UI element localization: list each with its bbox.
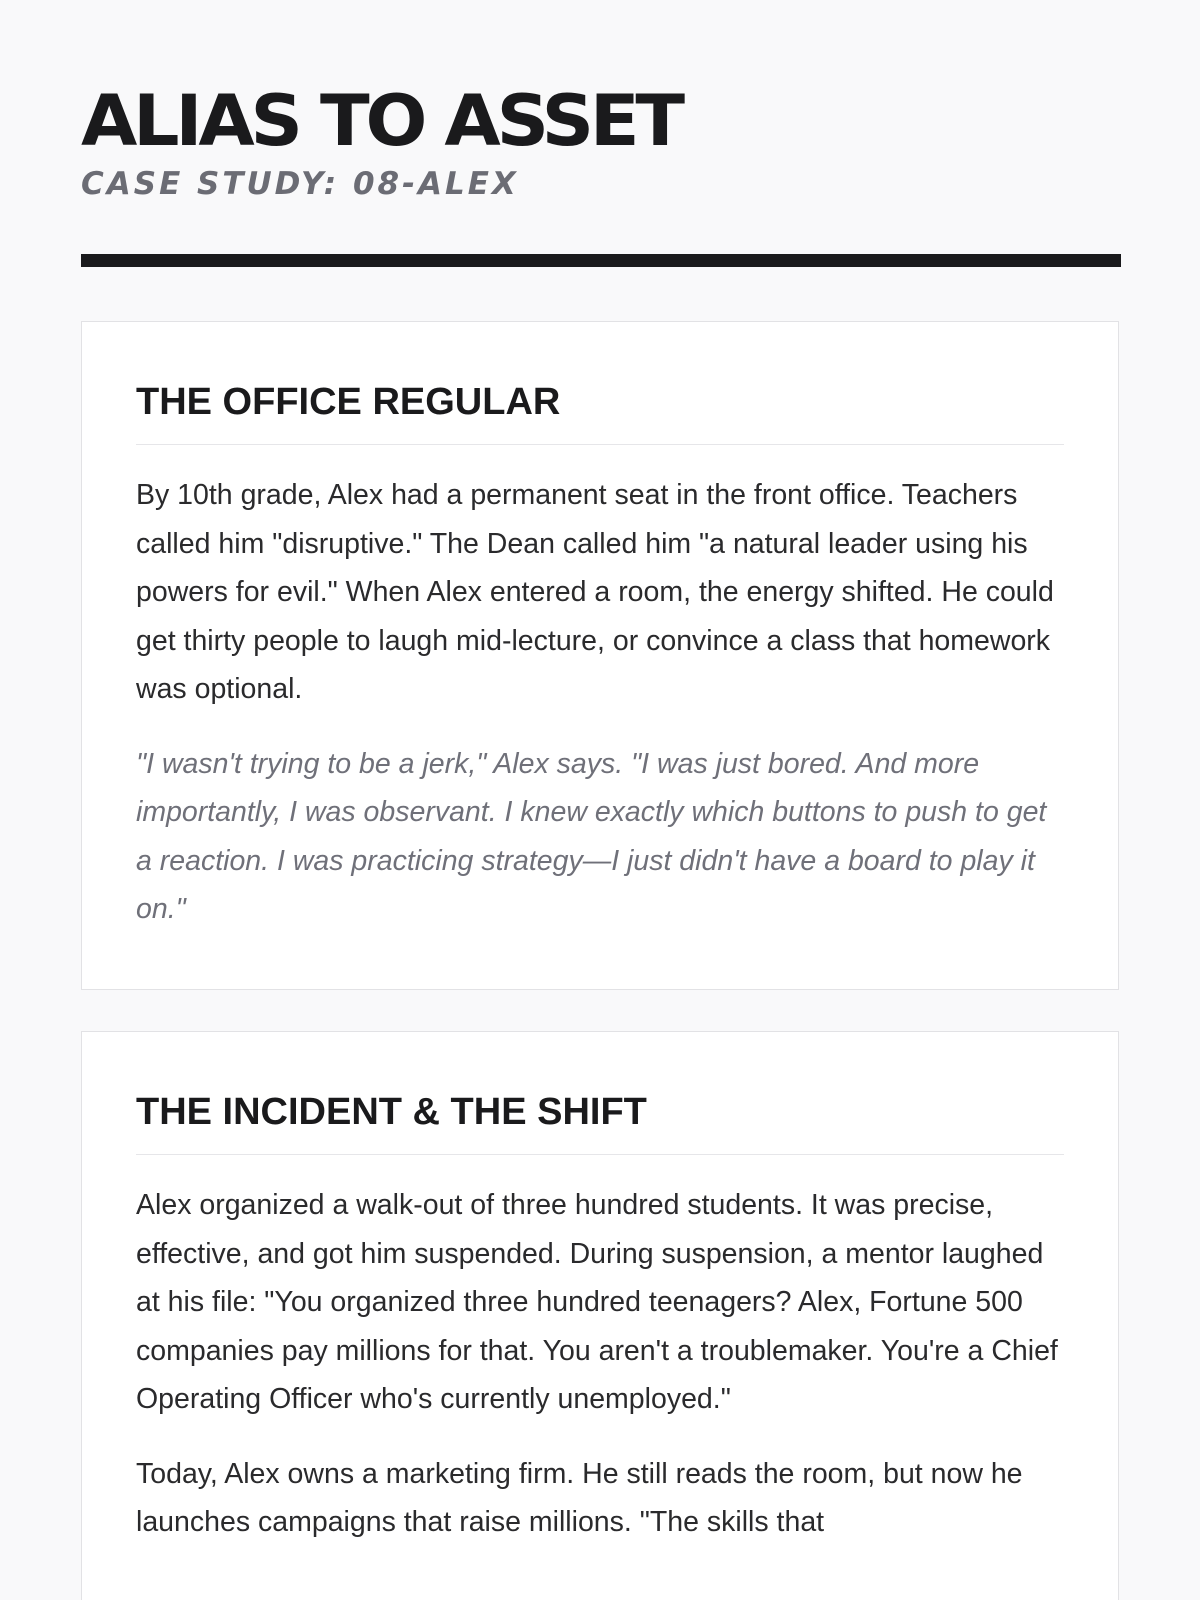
section-quote: "I wasn't trying to be a jerk," Alex says. "I was just bored. And more importantly, I was observant. I knew exactly which buttons to push to get a reaction. I was practicing strategy—I just didn't have a board to play it on." [136,747,1047,925]
page-subtitle: CASE STUDY: 08-ALEX [81,166,519,202]
header-divider [81,254,1121,267]
section-title: THE INCIDENT & THE SHIFT [136,1088,1064,1155]
page-header [81,78,1121,204]
section-card-office-regular [81,321,1119,990]
section-paragraph: Today, Alex owns a marketing firm. He still reads the room, but now he launches campaigns that raise millions. "The skills that [136,1457,1023,1538]
section-paragraph: Alex organized a walk-out of three hundred students. It was precise, effective, and got him suspended. During suspension, a mentor laughed at his file: "You organized three hundred teenagers? Alex, Fortune 500 companies pay millions for that. You aren't a troublemaker. You're a Chief Operating Officer who's currently unemployed." [136,1189,1058,1415]
page-title: ALIAS TO ASSET [81,80,681,162]
section-card-incident-shift [81,1031,1119,1600]
section-title: THE OFFICE REGULAR [136,378,1064,445]
section-paragraph: By 10th grade, Alex had a permanent seat in the front office. Teachers called him "disruptive." The Dean called him "a natural leader using his powers for evil." When Alex entered a room, the energy shifted. He could get thirty people to laugh mid-lecture, or convince a class that homework was optional. [136,479,1054,705]
